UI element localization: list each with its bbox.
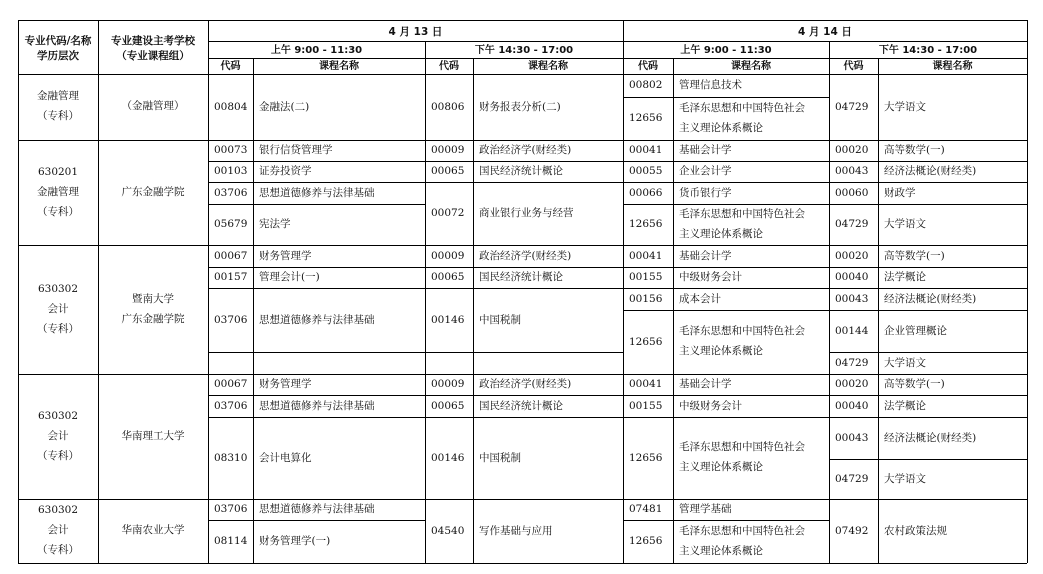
- major-cell: 金融管理: [37, 90, 79, 102]
- course-code: 08310: [214, 451, 248, 464]
- course-name: 财务报表分析(二): [479, 100, 561, 113]
- row-divider: [208, 417, 425, 418]
- course-name: 主义理论体系概论: [679, 544, 763, 557]
- course-code: 12656: [629, 335, 663, 348]
- major-cell: 金融管理: [37, 185, 79, 198]
- major-cell: （专科）: [37, 449, 79, 462]
- course-code: 00067: [214, 378, 248, 390]
- course-code: 00041: [629, 144, 663, 156]
- major-cell: 会计: [47, 524, 69, 536]
- course-name: 中国税制: [479, 313, 521, 326]
- course-code: 00041: [629, 249, 663, 262]
- row-divider: [829, 267, 1027, 268]
- course-code: 00073: [214, 144, 248, 156]
- course-code: 00020: [835, 249, 869, 262]
- course-code: 07481: [629, 503, 663, 515]
- row-divider: [829, 310, 1027, 311]
- course-code: 12656: [629, 112, 663, 124]
- course-code: 00043: [835, 431, 869, 444]
- course-name: 法学概论: [884, 271, 926, 283]
- course-code: 00155: [629, 399, 663, 412]
- column-divider: [425, 41, 426, 563]
- header-major-code-label: 专业代码/名称: [24, 35, 92, 47]
- column-divider: [98, 20, 99, 563]
- course-name: 农村政策法规: [884, 524, 947, 537]
- header-course-label: 课程名称: [319, 61, 359, 72]
- course-name: 政治经济学(财经类): [479, 144, 572, 156]
- course-name: 管理会计(一): [259, 271, 320, 283]
- course-name: 大学语文: [884, 218, 926, 230]
- course-code: 04729: [835, 100, 869, 113]
- major-cell: 会计: [47, 429, 69, 442]
- course-name: 毛泽东思想和中国特色社会: [679, 325, 805, 337]
- course-name: 证券投资学: [259, 165, 312, 177]
- course-code: 00009: [431, 249, 465, 262]
- major-cell: 630201: [37, 165, 79, 178]
- course-code: 00146: [431, 313, 465, 326]
- course-code: 12656: [629, 535, 663, 547]
- course-name: 大学语文: [884, 100, 926, 113]
- header-code-label: 代码: [638, 61, 658, 72]
- course-name: 财务管理学: [259, 378, 312, 390]
- course-code: 00065: [431, 399, 465, 412]
- course-code: 04729: [835, 472, 869, 485]
- header-divider: [208, 41, 1027, 42]
- course-name: 经济法概论(财经类): [884, 165, 977, 177]
- course-name: 毛泽东思想和中国特色社会: [679, 524, 805, 537]
- column-divider: [208, 20, 209, 563]
- course-name: 政治经济学(财经类): [479, 249, 572, 262]
- column-divider: [829, 41, 830, 563]
- course-code: 00804: [214, 100, 248, 113]
- row-divider: [829, 288, 1027, 289]
- course-name: 思想道德修养与法律基础: [259, 313, 375, 326]
- course-code: 00065: [431, 165, 465, 177]
- group-divider: [18, 245, 1027, 246]
- course-name: 中级财务会计: [679, 399, 742, 412]
- major-cell: 会计: [47, 302, 69, 315]
- session-apr13-morning: 上午 9:00 - 11:30: [270, 45, 363, 56]
- table-border-bottom: [18, 563, 1027, 564]
- course-code: 00802: [629, 79, 663, 91]
- row-divider: [623, 204, 829, 205]
- row-divider: [623, 520, 829, 521]
- row-divider: [829, 182, 1027, 183]
- course-code: 03706: [214, 186, 248, 199]
- header-code-label: 代码: [439, 61, 459, 72]
- course-name: 管理学基础: [679, 503, 732, 515]
- course-code: 00040: [835, 399, 869, 412]
- course-name: 高等数学(一): [884, 249, 945, 262]
- row-divider: [208, 204, 425, 205]
- column-divider: [473, 58, 474, 563]
- course-code: 04729: [835, 218, 869, 230]
- course-name: 思想道德修养与法律基础: [259, 399, 375, 412]
- course-code: 00043: [835, 292, 869, 305]
- course-code: 07492: [835, 524, 869, 537]
- course-code: 08114: [214, 535, 248, 547]
- major-cell: 630302: [37, 504, 79, 516]
- course-name: 货币银行学: [679, 186, 732, 199]
- course-name: 国民经济统计概论: [479, 399, 563, 412]
- row-divider: [829, 161, 1027, 162]
- course-name: 政治经济学(财经类): [479, 378, 572, 390]
- row-divider: [425, 288, 623, 289]
- row-divider: [208, 267, 425, 268]
- course-code: 00020: [835, 144, 869, 156]
- row-divider: [623, 310, 829, 311]
- major-cell: 630302: [37, 409, 79, 422]
- header-course-group-label: （专业课程组）: [116, 50, 190, 62]
- course-name: 主义理论体系概论: [679, 461, 763, 473]
- row-divider: [425, 417, 623, 418]
- course-code: 12656: [629, 451, 663, 464]
- course-name: 经济法概论(财经类): [884, 292, 977, 305]
- date-april-14: 4 月 14 日: [798, 26, 852, 38]
- header-course-label: 课程名称: [528, 61, 568, 72]
- course-name: 主义理论体系概论: [679, 227, 763, 240]
- row-divider: [208, 288, 425, 289]
- row-divider: [829, 417, 1027, 418]
- course-name: 主义理论体系概论: [679, 345, 763, 357]
- row-divider: [623, 395, 829, 396]
- school-cell: （金融管理）: [121, 100, 185, 112]
- header-code-label: 代码: [843, 61, 864, 72]
- course-code: 05679: [214, 218, 248, 230]
- course-name: 毛泽东思想和中国特色社会: [679, 441, 805, 453]
- course-name: 国民经济统计概论: [479, 271, 563, 283]
- header-course-label: 课程名称: [731, 61, 771, 72]
- header-level-label: 学历层次: [37, 50, 79, 62]
- course-code: 00157: [214, 271, 248, 283]
- course-code: 00156: [629, 292, 663, 305]
- course-code: 03706: [214, 503, 248, 515]
- row-divider: [623, 97, 829, 98]
- row-divider: [425, 182, 623, 183]
- course-name: 毛泽东思想和中国特色社会: [679, 207, 805, 220]
- header-code-label: 代码: [220, 61, 241, 72]
- course-code: 00040: [835, 271, 869, 283]
- course-code: 00009: [431, 144, 465, 156]
- school-cell: 广东金融学院: [121, 312, 185, 325]
- course-name: 国民经济统计概论: [479, 165, 563, 177]
- course-name: 企业管理概论: [884, 324, 947, 337]
- row-divider: [623, 288, 829, 289]
- row-divider: [208, 182, 425, 183]
- row-divider: [623, 161, 829, 162]
- course-code: 00009: [431, 378, 465, 390]
- course-name: 基础会计学: [679, 378, 732, 390]
- course-code: 00065: [431, 271, 465, 283]
- course-name: 高等数学(一): [884, 144, 945, 156]
- row-divider: [829, 204, 1027, 205]
- table-border-top: [18, 20, 1027, 21]
- header-school-label: 专业建设主考学校: [111, 35, 195, 47]
- header-divider: [208, 58, 1027, 59]
- course-name: 企业会计学: [679, 165, 732, 177]
- course-code: 00060: [835, 186, 869, 199]
- course-name: 思想道德修养与法律基础: [259, 186, 375, 199]
- course-name: 中级财务会计: [679, 271, 742, 283]
- school-cell: 华南理工大学: [121, 429, 185, 442]
- header-divider: [18, 74, 1027, 75]
- school-cell: 华南农业大学: [121, 524, 185, 536]
- row-divider: [425, 267, 623, 268]
- group-divider: [18, 499, 1027, 500]
- course-name: 写作基础与应用: [479, 524, 553, 537]
- row-divider: [208, 520, 425, 521]
- major-cell: （专科）: [37, 110, 79, 122]
- course-code: 00072: [431, 207, 465, 219]
- row-divider: [425, 352, 623, 353]
- course-code: 03706: [214, 313, 248, 326]
- row-divider: [623, 267, 829, 268]
- course-name: 银行信贷管理学: [259, 144, 333, 156]
- row-divider: [425, 161, 623, 162]
- row-divider: [829, 459, 1027, 460]
- course-code: 00066: [629, 186, 663, 199]
- course-name: 管理信息技术: [679, 79, 742, 91]
- course-name: 主义理论体系概论: [679, 121, 763, 134]
- group-divider: [18, 374, 1027, 375]
- course-name: 基础会计学: [679, 144, 732, 156]
- course-name: 大学语文: [884, 472, 926, 485]
- course-code: 00144: [835, 324, 869, 337]
- column-divider: [623, 20, 624, 563]
- row-divider: [829, 352, 1027, 353]
- course-name: 金融法(二): [259, 100, 310, 113]
- course-name: 财政学: [884, 186, 916, 199]
- course-code: 00155: [629, 271, 663, 283]
- course-name: 大学语文: [884, 356, 926, 369]
- course-name: 商业银行业务与经营: [479, 207, 574, 219]
- major-cell: （专科）: [37, 544, 79, 556]
- course-name: 财务管理学: [259, 249, 312, 262]
- session-apr13-afternoon: 下午 14:30 - 17:00: [474, 45, 574, 56]
- major-cell: （专科）: [37, 322, 79, 335]
- session-apr14-morning: 上午 9:00 - 11:30: [680, 45, 772, 56]
- table-border-right: [1027, 20, 1028, 563]
- course-name: 基础会计学: [679, 249, 732, 262]
- row-divider: [208, 161, 425, 162]
- table-border-left: [18, 20, 19, 563]
- course-code: 00103: [214, 165, 248, 177]
- course-code: 00043: [835, 165, 869, 177]
- column-divider: [253, 58, 254, 563]
- course-name: 会计电算化: [259, 451, 312, 464]
- date-april-13: 4 月 13 日: [388, 26, 443, 38]
- course-name: 中国税制: [479, 451, 521, 464]
- row-divider: [829, 395, 1027, 396]
- course-name: 毛泽东思想和中国特色社会: [679, 101, 805, 114]
- course-name: 法学概论: [884, 399, 926, 412]
- row-divider: [623, 417, 829, 418]
- header-course-label: 课程名称: [932, 61, 973, 72]
- course-code: 00055: [629, 165, 663, 177]
- course-name: 宪法学: [259, 218, 291, 230]
- row-divider: [208, 395, 425, 396]
- row-divider: [623, 182, 829, 183]
- course-code: 00146: [431, 451, 465, 464]
- school-cell: 暨南大学: [132, 292, 174, 305]
- course-code: 00806: [431, 100, 465, 113]
- course-name: 思想道德修养与法律基础: [259, 503, 375, 515]
- course-code: 03706: [214, 399, 248, 412]
- course-code: 12656: [629, 218, 663, 230]
- course-name: 高等数学(一): [884, 378, 945, 390]
- major-cell: （专科）: [37, 205, 79, 218]
- school-cell: 广东金融学院: [121, 185, 185, 198]
- course-name: 财务管理学(一): [259, 535, 331, 547]
- course-code: 00020: [835, 378, 869, 390]
- course-name: 经济法概论(财经类): [884, 431, 977, 444]
- course-code: 00041: [629, 378, 663, 390]
- course-code: 00067: [214, 249, 248, 262]
- course-code: 04540: [431, 524, 465, 537]
- course-name: 成本会计: [679, 292, 721, 305]
- row-divider: [208, 352, 425, 353]
- course-code: 04729: [835, 356, 869, 369]
- group-divider: [18, 140, 1027, 141]
- session-apr14-afternoon: 下午 14:30 - 17:00: [878, 45, 978, 56]
- major-cell: 630302: [37, 282, 79, 295]
- row-divider: [425, 395, 623, 396]
